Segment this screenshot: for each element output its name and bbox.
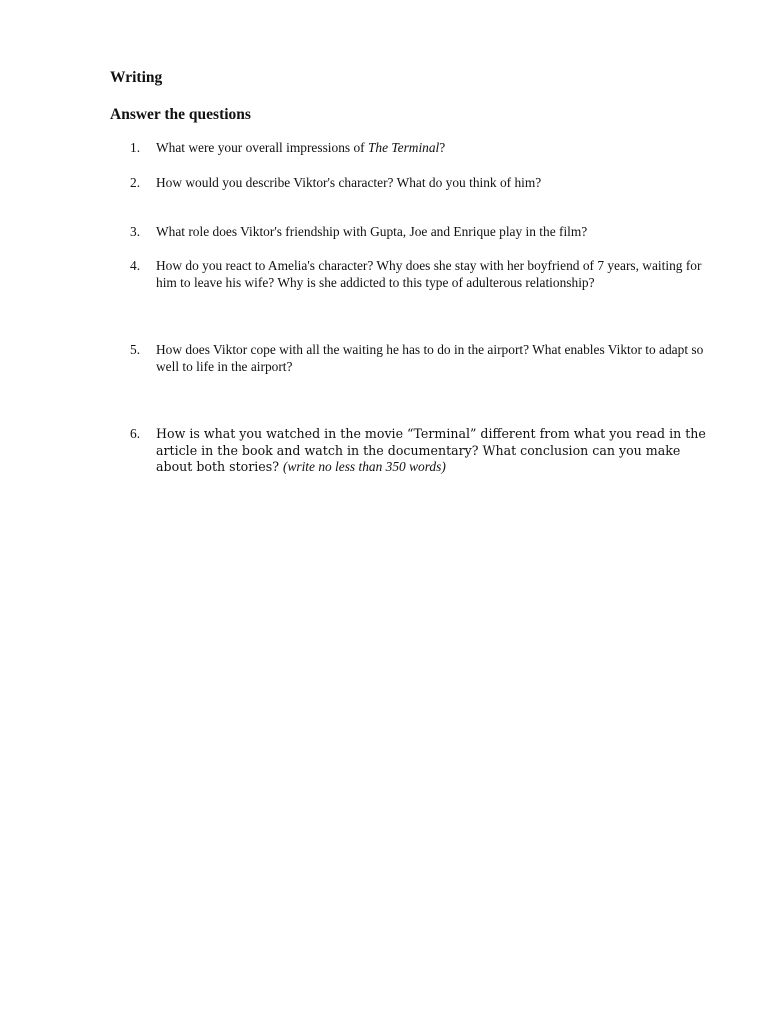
question-number: 5. <box>130 342 141 357</box>
question-number: 4. <box>130 258 141 273</box>
question-4 <box>130 258 710 291</box>
film-title: The Terminal <box>367 140 440 155</box>
question-text: How would you describe Viktor's character? What do you think of him? <box>156 175 542 190</box>
question-text: How do you react to Amelia's character? Why does she stay with her boyfriend of 7 years, waiting for him to leave his wife? Why is she addicted to this type of adulterous relationship? <box>156 258 702 290</box>
question-number: 3. <box>130 224 141 239</box>
question-text: How does Viktor cope with all the waiting he has to do in the airport? What enables Viktor to adapt so well to life in the airport? <box>156 342 704 374</box>
instructions-heading: Answer the questions <box>110 106 251 123</box>
question-number: 1. <box>130 140 141 155</box>
question-3 <box>130 224 710 241</box>
question-text-part: How is what you watched in the movie “Terminal” different from what you read in the article in the book and watch in the documentary? What conclusion can you make about both stories? <box>156 426 706 474</box>
question-2 <box>130 175 710 192</box>
question-1 <box>130 140 710 157</box>
question-number: 6. <box>130 426 141 441</box>
word-count-note: (write no less than 350 words) <box>282 459 446 474</box>
question-text <box>156 426 710 476</box>
question-text-part: ? <box>439 140 446 155</box>
question-5 <box>130 342 710 375</box>
question-text <box>156 140 710 157</box>
question-text-part: What were your overall impressions of <box>156 140 368 155</box>
question-text: What role does Viktor's friendship with Gupta, Joe and Enrique play in the film? <box>156 224 588 239</box>
question-6 <box>130 426 710 476</box>
question-number: 2. <box>130 175 141 190</box>
section-title: Writing <box>110 69 163 86</box>
